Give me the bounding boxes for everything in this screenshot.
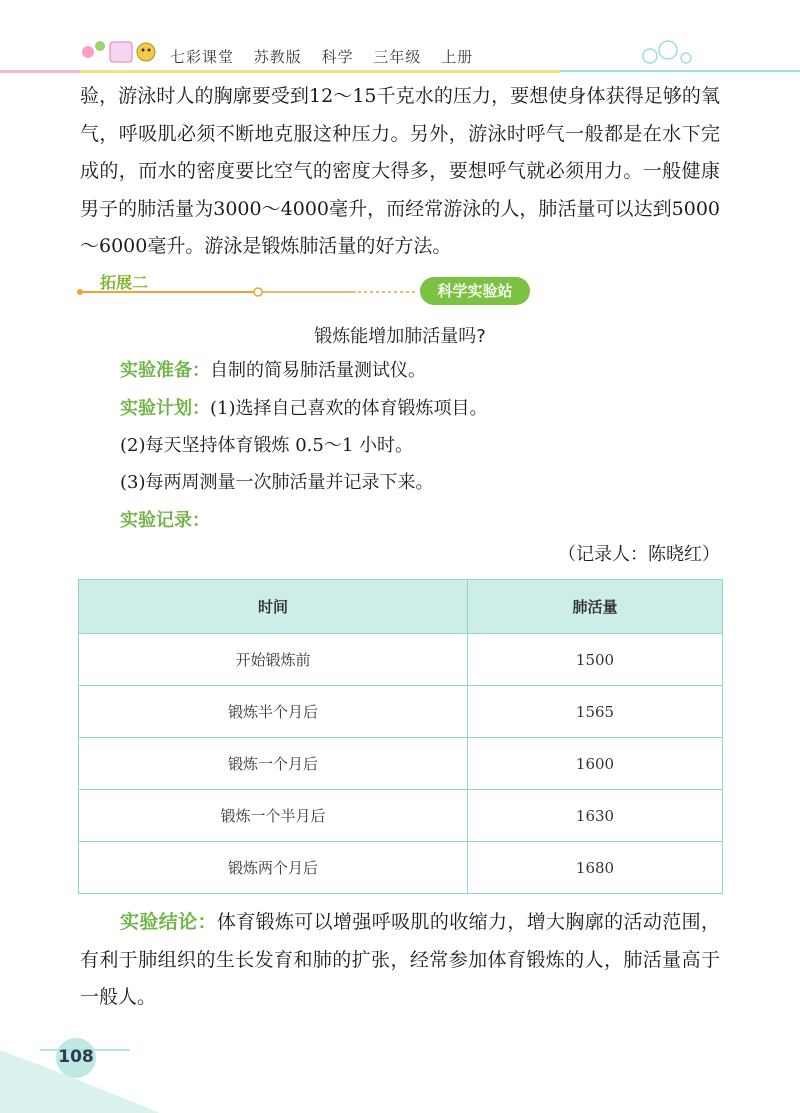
header-edition: 苏教版 xyxy=(253,48,302,66)
header-title xyxy=(170,46,487,67)
table-row xyxy=(79,842,723,894)
header-divider xyxy=(0,70,800,74)
table-row xyxy=(79,790,723,842)
header-time: 时间 xyxy=(79,580,468,634)
experiment-title: 锻炼能增加肺活量吗? xyxy=(314,326,486,347)
page-header xyxy=(0,0,800,80)
table-header-row xyxy=(79,580,723,634)
page-number: 108 xyxy=(58,1047,94,1067)
bubbles-decoration-icon xyxy=(640,38,700,68)
plan-step-3: (3)每两周测量一次肺活量并记录下来。 xyxy=(120,472,434,493)
intro-paragraph: 验，游泳时人的胸廓要受到12～15千克水的压力，要想使身体获得足够的氧气，呼吸肌必须不断地克服这种压力。另外，游泳时呼气一般都是在水下完成的，而水的密度要比空气的密度大得多，要想呼气就必须用力。一般健康男子的肺活量为3000～4000毫升，而经常游泳的人，肺活量可以达到5000～6000毫升。游泳是锻炼肺活量的好方法。 xyxy=(80,85,720,257)
time-cell: 锻炼一个月后 xyxy=(79,738,468,790)
plan-step-2: (2)每天坚持体育锻炼 0.5～1 小时。 xyxy=(120,435,414,456)
plan-label: 实验计划： xyxy=(120,398,210,419)
plan-line xyxy=(120,394,488,420)
table-row xyxy=(79,686,723,738)
prep-label: 实验准备： xyxy=(120,360,210,381)
lung-capacity-table xyxy=(78,579,723,894)
conclusion-paragraph xyxy=(80,904,720,1017)
plan-step-1: (1)选择自己喜欢的体育锻炼项目。 xyxy=(210,398,488,419)
conclusion-text: 体育锻炼可以增强呼吸肌的收缩力，增大胸廓的活动范围，有利于肺组织的生长发育和肺的扩张，经常参加体育锻炼的人，肺活量高于一般人。 xyxy=(80,911,720,1008)
value-cell: 1565 xyxy=(468,686,723,738)
conclusion-label: 实验结论： xyxy=(120,911,217,933)
extension-label: 拓展二 xyxy=(100,273,149,292)
header-volume: 上册 xyxy=(441,48,474,66)
value-cell: 1680 xyxy=(468,842,723,894)
record-label: 实验记录： xyxy=(120,510,210,531)
header-series: 七彩课堂 xyxy=(170,48,235,66)
value-cell: 1630 xyxy=(468,790,723,842)
science-station-badge: 科学实验站 xyxy=(420,277,530,305)
table-row xyxy=(79,738,723,790)
time-cell: 锻炼半个月后 xyxy=(79,686,468,738)
value-cell: 1600 xyxy=(468,738,723,790)
time-cell: 锻炼两个月后 xyxy=(79,842,468,894)
value-cell: 1500 xyxy=(468,634,723,686)
book-logo-icon xyxy=(78,34,168,70)
header-grade: 三年级 xyxy=(373,48,422,66)
table-row xyxy=(79,634,723,686)
time-cell: 锻炼一个半月后 xyxy=(79,790,468,842)
header-subject: 科学 xyxy=(321,48,354,66)
header-lung-capacity: 肺活量 xyxy=(468,580,723,634)
prep-text: 自制的简易肺活量测试仪。 xyxy=(210,360,426,381)
prep-line xyxy=(120,356,426,382)
time-cell: 开始锻炼前 xyxy=(79,634,468,686)
recorder-note: （记录人：陈晓红） xyxy=(558,544,720,565)
footer-decoration xyxy=(0,1020,800,1113)
